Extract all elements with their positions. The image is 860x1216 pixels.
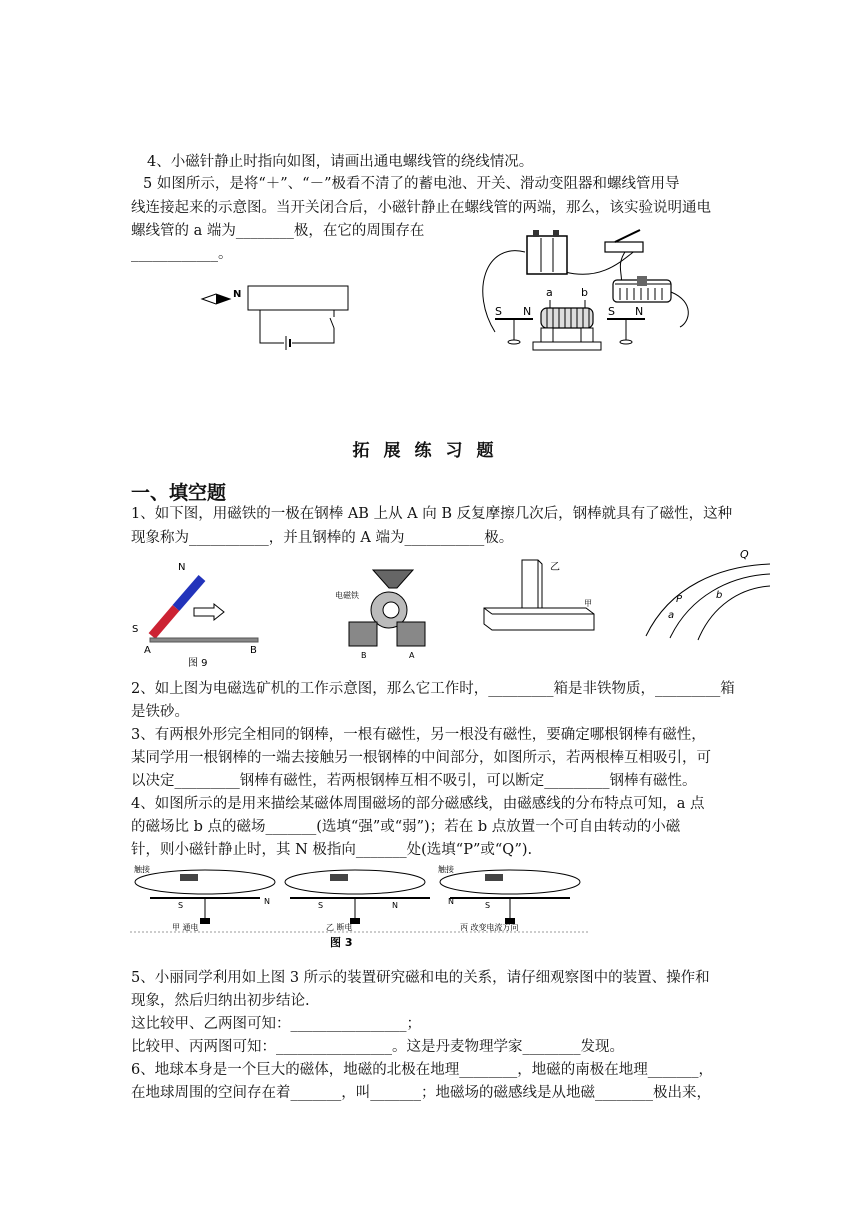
solenoid-coil-icon [541, 308, 593, 328]
contact-label-2: 触接 [438, 865, 454, 874]
steel-bar-ab [150, 638, 258, 642]
section-heading: 一、填空题 [131, 482, 227, 504]
q2-line1: 2、如上图为电磁选矿机的工作示意图，那么它工作时，_________箱是非铁物质，_________箱 [131, 681, 735, 697]
circuit-wire-right [292, 328, 334, 343]
compass-needle-dark-half [216, 294, 230, 304]
field-lines-figure [640, 546, 770, 642]
q5-line2: 现象，然后归纳出初步结论. [131, 993, 310, 1009]
caption-yi: 乙 断电 [326, 923, 353, 932]
magnetic-separator-figure [335, 566, 439, 662]
yi-n-label: N [392, 901, 398, 910]
right-compass-base [620, 340, 632, 344]
yi-s-label: S [318, 901, 324, 910]
steel-bar-b-label: B [250, 645, 257, 656]
q6-line1: 6、地球本身是一个巨大的磁体，地磁的北极在地理________，地磁的南极在地理_______， [131, 1062, 713, 1078]
bing-n-label: N [448, 897, 454, 906]
q3-line3: 以决定_________钢棒有磁性，若两根钢棒互相不吸引，可以断定_________钢棒有磁性。 [131, 773, 697, 789]
magnet-s-half [152, 608, 176, 636]
bar-yi-label: 乙 [550, 562, 560, 573]
q4-line2: 的磁场比 b 点的磁场_______(选填“强”或“弱”)；若在 b 点放置一个可自由转动的小磁 [131, 819, 681, 835]
battery-icon [527, 230, 567, 274]
compass-n-label: N [233, 289, 242, 300]
jia-s-label: S [178, 901, 184, 910]
ore-hopper [373, 570, 413, 588]
steel-bar-a-label: A [144, 645, 151, 656]
rheostat-icon [613, 276, 671, 302]
q5-line4: 比较甲、丙两图可知：________________。这是丹麦物理学家________发现。 [131, 1039, 624, 1055]
fig9-caption: 图 9 [188, 658, 208, 669]
question-5-line2: 线连接起来的示意图。当开关闭合后，小磁针静止在螺线管的两端，那么，该实验说明通电 [131, 200, 711, 216]
q4-line1: 4、如图所示的是用来描绘某磁体周围磁场的部分磁感线，由磁感线的分布特点可知，a 点 [131, 796, 705, 812]
switch-lever [330, 318, 334, 328]
setup-jia [134, 864, 275, 924]
arrow-right-icon [194, 604, 224, 620]
bing-s-label: S [485, 901, 491, 910]
contact-label-1: 触接 [134, 865, 150, 874]
right-compass-n-label: N [635, 305, 644, 318]
solenoid-stand [533, 328, 601, 350]
solenoid-a-label: a [546, 286, 553, 299]
q1-line2: 现象称为___________，并且钢棒的 A 端为___________极。 [131, 530, 514, 546]
question-4-text: 4、小磁针静止时指向如图，请画出通电螺线管的绕线情况。 [147, 154, 534, 170]
fig9-s-label: S [132, 624, 139, 635]
two-steel-bars-figure [480, 556, 600, 636]
magnet-n-half [176, 578, 202, 608]
q3-line1: 3、有两根外形完全相同的钢棒，一根有磁性，另一根没有磁性，要确定哪根钢棒有磁性， [131, 727, 706, 743]
q1-line1: 1、如下图，用磁铁的一极在钢棒 AB 上从 A 向 B 反复摩擦几次后，钢棒就具有了磁性，这种 [131, 506, 733, 522]
fig3-caption: 图 3 [330, 936, 353, 949]
drum-core [383, 602, 399, 618]
q2-line2: 是铁砂。 [131, 704, 189, 720]
page-title: 拓展练习题 [352, 441, 508, 461]
bin-a [397, 622, 425, 646]
left-compass-s-label: S [495, 305, 502, 318]
field-line-1 [646, 564, 770, 636]
question-5-line3: 螺线管的 a 端为________极，在它的周围存在 [131, 223, 425, 239]
oersted-experiment-figure [130, 862, 590, 950]
q5-line3: 这比较甲、乙两图可知：________________； [131, 1016, 421, 1032]
caption-bing: 丙 改变电流方向 [460, 923, 519, 932]
q5-line1: 5、小丽同学利用如上图 3 所示的装置研究磁和电的关系，请仔细观察图中的装置、操作和 [131, 970, 710, 986]
jia-n-label: N [264, 897, 270, 906]
bar-jia-label: 甲 [584, 599, 592, 608]
circuit-wire-left [260, 310, 284, 343]
field-p-label: P [676, 594, 683, 605]
setup-yi [285, 870, 430, 924]
question-5-line4: ____________。 [131, 246, 233, 262]
solenoid-tube [248, 286, 348, 310]
question-5-line1: 5 如图所示，是将“＋”、“－”极看不清了的蓄电池、开关、滑动变阻器和螺线管用导 [143, 176, 680, 192]
solenoid-apparatus-figure [475, 222, 710, 354]
solenoid-b-label: b [581, 286, 588, 299]
horizontal-bar-jia [484, 608, 594, 630]
field-line-3 [698, 586, 770, 640]
bin-b [349, 622, 377, 646]
right-compass-s-label: S [608, 305, 615, 318]
field-q-label: Q [740, 548, 749, 561]
caption-jia: 甲 通电 [172, 923, 199, 932]
wire-rheostat-right [671, 292, 688, 327]
q6-line2: 在地球周围的空间存在着_______，叫_______；地磁场的磁感线是从地磁________极出来， [131, 1085, 711, 1101]
left-compass-base [508, 340, 520, 344]
bin-b-label: B [361, 651, 367, 660]
solenoid-compass-figure [198, 280, 358, 355]
field-b-label: b [716, 590, 723, 601]
magnet-rubbing-figure [130, 556, 266, 670]
field-line-2 [670, 574, 770, 638]
setup-bing [438, 864, 580, 924]
q4-line3: 针，则小磁针静止时，其 N 极指向_______处(选填“P”或“Q”). [131, 842, 533, 858]
q3-line2: 某同学用一根钢棒的一端去接触另一根钢棒的中间部分，如图所示，若两根棒互相吸引，可 [131, 750, 711, 766]
bin-a-label: A [409, 651, 415, 660]
fig9-n-label: N [178, 562, 186, 573]
left-compass-n-label: N [523, 305, 532, 318]
electromagnet-label: 电磁铁 [335, 591, 359, 600]
switch-icon [605, 230, 643, 252]
field-a-label: a [668, 610, 675, 621]
